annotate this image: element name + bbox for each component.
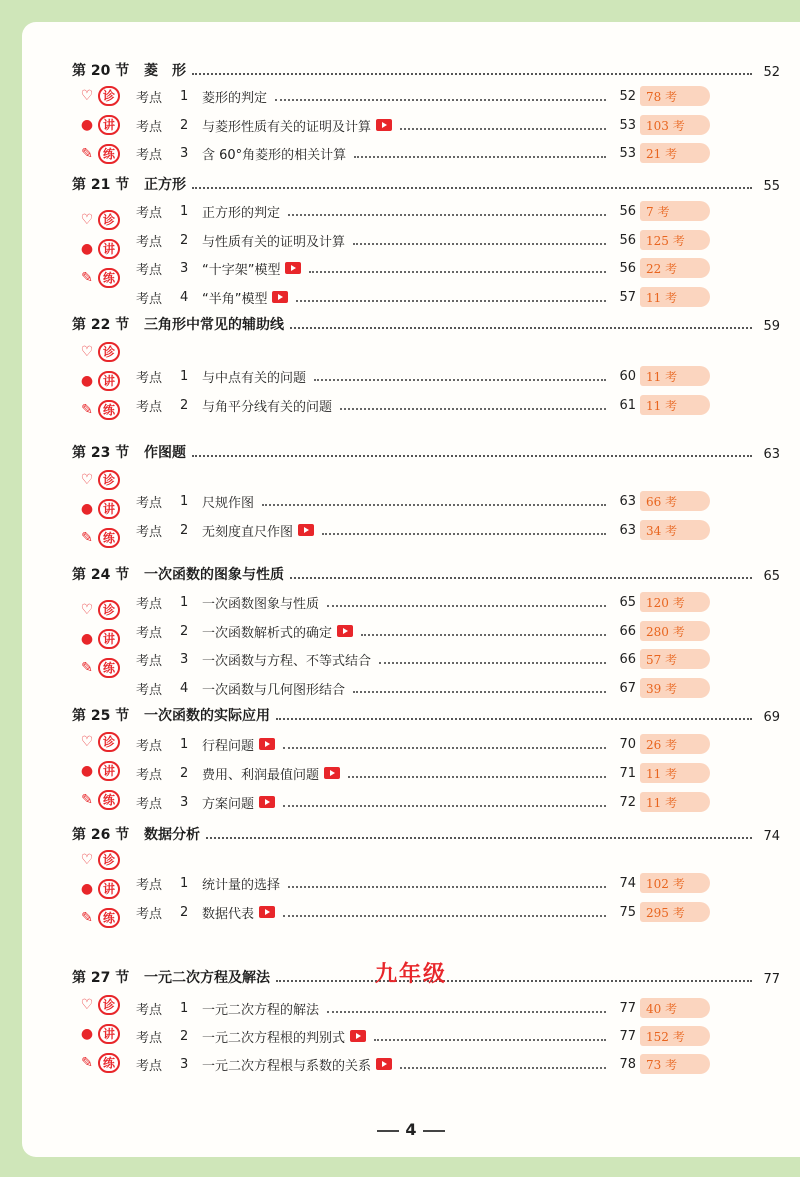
lecture-icon (76, 759, 138, 783)
icon-label: 练 (98, 400, 120, 420)
section-number: 第 21 节 (72, 177, 130, 193)
exam-point-label: 考点 (136, 625, 163, 641)
section-number: 第 25 节 (72, 708, 130, 724)
exam-point-page: 60 (619, 368, 636, 384)
exam-count-badge: 11 考 (640, 287, 710, 307)
exam-point-label: 考点 (136, 738, 163, 754)
section-header[interactable] (72, 310, 780, 334)
exam-point-title: 无刻度直尺作图 (202, 524, 294, 540)
leader-dots (353, 683, 606, 693)
diagnose-icon (76, 208, 138, 232)
exam-point-row[interactable] (136, 114, 636, 136)
exam-point-page: 66 (619, 651, 636, 667)
practice-symbol-icon: ✎ (81, 530, 93, 546)
exam-count-badge: 103 考 (640, 115, 710, 135)
exam-point-row[interactable] (136, 762, 636, 784)
exam-point-number: 2 (180, 232, 189, 248)
leader-dots (288, 878, 606, 888)
exam-point-label: 考点 (136, 796, 163, 812)
exam-count-badge: 66 考 (640, 491, 710, 511)
exam-point-number: 3 (180, 145, 189, 161)
exam-point-row[interactable] (136, 365, 636, 387)
lecture-symbol-icon: ● (80, 631, 94, 647)
exam-point-number: 2 (180, 904, 189, 920)
exam-count-badge: 280 考 (640, 621, 710, 641)
exam-point-row[interactable] (136, 257, 636, 279)
lecture-icon (76, 497, 138, 521)
icon-label: 诊 (98, 86, 120, 106)
exam-count-badge: 40 考 (640, 998, 710, 1018)
exam-point-row[interactable] (136, 901, 636, 923)
exam-point-label: 考点 (136, 291, 163, 307)
exam-point-label: 考点 (136, 653, 163, 669)
exam-point-row[interactable] (136, 229, 636, 251)
section-number: 第 26 节 (72, 827, 130, 843)
leader-dots (283, 739, 606, 749)
icon-label: 讲 (98, 115, 120, 135)
exam-count-badge: 78 考 (640, 86, 710, 106)
diagnose-symbol-icon: ♡ (80, 344, 94, 360)
leader-dots (296, 292, 606, 302)
leader-dots (192, 73, 752, 75)
exam-point-row[interactable] (136, 1025, 636, 1047)
exam-point-title: 方案问题 (202, 796, 255, 812)
exam-point-row[interactable] (136, 490, 636, 512)
practice-symbol-icon: ✎ (81, 1055, 93, 1071)
exam-point-title: 统计量的选择 (202, 877, 281, 893)
exam-count-badge: 102 考 (640, 873, 710, 893)
leader-dots (314, 371, 606, 381)
practice-symbol-icon: ✎ (81, 910, 93, 926)
practice-symbol-icon: ✎ (81, 402, 93, 418)
section-header[interactable] (72, 170, 780, 194)
icon-label: 练 (98, 1053, 120, 1073)
video-play-icon[interactable] (285, 262, 301, 274)
exam-count-badge: 22 考 (640, 258, 710, 278)
lecture-symbol-icon: ● (80, 881, 94, 897)
leader-dots (354, 148, 606, 158)
video-play-icon[interactable] (337, 625, 353, 637)
exam-point-page: 72 (619, 794, 636, 810)
exam-point-row[interactable] (136, 648, 636, 670)
section-title: 正方形 (144, 177, 186, 193)
exam-count-badge: 11 考 (640, 792, 710, 812)
lecture-icon (76, 113, 138, 137)
section-header[interactable] (72, 438, 780, 462)
icon-label: 讲 (98, 239, 120, 259)
section-title: 一次函数的实际应用 (144, 708, 270, 724)
exam-point-row[interactable] (136, 85, 636, 107)
section-number: 第 24 节 (72, 567, 130, 583)
icon-label: 诊 (98, 210, 120, 230)
grade-heading: 九年级 (374, 962, 447, 987)
exam-point-page: 56 (619, 232, 636, 248)
icon-label: 诊 (98, 470, 120, 490)
exam-point-number: 1 (180, 1000, 189, 1016)
exam-point-number: 2 (180, 623, 189, 639)
exam-point-label: 考点 (136, 1002, 163, 1018)
video-play-icon[interactable] (350, 1030, 366, 1042)
exam-point-row[interactable] (136, 394, 636, 416)
section-header[interactable] (72, 820, 780, 844)
lecture-symbol-icon: ● (80, 117, 94, 133)
page-footer (22, 1120, 800, 1139)
exam-point-label: 考点 (136, 767, 163, 783)
leader-dots (283, 797, 606, 807)
exam-point-number: 1 (180, 368, 189, 384)
exam-point-title: 一次函数图象与性质 (202, 596, 320, 612)
exam-point-row[interactable] (136, 677, 636, 699)
section-title: 一元二次方程及解法 (144, 970, 270, 986)
exam-point-page: 63 (619, 522, 636, 538)
leader-dots (192, 187, 752, 189)
exam-point-page: 52 (619, 88, 636, 104)
exam-point-title: “十字架”模型 (202, 262, 281, 278)
lecture-symbol-icon: ● (80, 763, 94, 779)
exam-point-row[interactable] (136, 1053, 636, 1075)
leader-dots (379, 654, 606, 664)
section-page-number: 52 (763, 65, 780, 80)
exam-point-page: 53 (619, 117, 636, 133)
exam-point-title: 数据代表 (202, 906, 255, 922)
exam-point-title: 一元二次方程根的判别式 (202, 1030, 346, 1046)
leader-dots (327, 1003, 606, 1013)
section-number: 第 20 节 (72, 63, 130, 79)
section-page-number: 77 (763, 972, 780, 987)
practice-icon (76, 142, 138, 166)
practice-icon (76, 526, 138, 550)
diagnose-icon (76, 340, 138, 364)
exam-point-number: 4 (180, 289, 189, 305)
section-title: 三角形中常见的辅助线 (144, 317, 284, 333)
video-play-icon[interactable] (298, 524, 314, 536)
diagnose-symbol-icon: ♡ (80, 88, 94, 104)
lecture-icon (76, 627, 138, 651)
leader-dots (309, 263, 606, 273)
section-header[interactable] (72, 56, 780, 80)
exam-point-row[interactable] (136, 791, 636, 813)
exam-count-badge: 21 考 (640, 143, 710, 163)
exam-point-label: 考点 (136, 147, 163, 163)
lecture-symbol-icon: ● (80, 501, 94, 517)
exam-point-title: 正方形的判定 (202, 205, 281, 221)
exam-point-label: 考点 (136, 596, 163, 612)
exam-point-row[interactable] (136, 591, 636, 613)
exam-point-label: 考点 (136, 399, 163, 415)
exam-point-page: 77 (619, 1028, 636, 1044)
exam-point-label: 考点 (136, 1030, 163, 1046)
practice-symbol-icon: ✎ (81, 270, 93, 286)
leader-dots (288, 206, 606, 216)
icon-label: 诊 (98, 600, 120, 620)
exam-point-row[interactable] (136, 872, 636, 894)
section-page-number: 74 (763, 829, 780, 844)
footer-dash-left (377, 1130, 399, 1132)
exam-point-number: 1 (180, 493, 189, 509)
icon-label: 讲 (98, 879, 120, 899)
exam-point-label: 考点 (136, 262, 163, 278)
exam-point-row[interactable] (136, 286, 636, 308)
icon-label: 练 (98, 144, 120, 164)
exam-point-label: 考点 (136, 682, 163, 698)
section-header[interactable] (72, 701, 780, 725)
exam-point-row[interactable] (136, 997, 636, 1019)
video-play-icon[interactable] (259, 738, 275, 750)
exam-point-number: 3 (180, 794, 189, 810)
exam-point-title: 一元二次方程的解法 (202, 1002, 320, 1018)
section-page-number: 55 (763, 179, 780, 194)
section-page-number: 63 (763, 447, 780, 462)
exam-point-number: 1 (180, 875, 189, 891)
exam-count-badge: 11 考 (640, 366, 710, 386)
section-number: 第 23 节 (72, 445, 130, 461)
diagnose-symbol-icon: ♡ (80, 472, 94, 488)
leader-dots (192, 455, 752, 457)
diagnose-symbol-icon: ♡ (80, 602, 94, 618)
exam-point-title: 与性质有关的证明及计算 (202, 234, 346, 250)
exam-point-page: 67 (619, 680, 636, 696)
exam-point-page: 77 (619, 1000, 636, 1016)
exam-point-number: 3 (180, 260, 189, 276)
exam-point-number: 1 (180, 594, 189, 610)
section-title: 菱 形 (144, 63, 186, 79)
video-play-icon[interactable] (376, 1058, 392, 1070)
exam-point-number: 2 (180, 1028, 189, 1044)
exam-point-label: 考点 (136, 370, 163, 386)
leader-dots (262, 496, 606, 506)
diagnose-symbol-icon: ♡ (80, 852, 94, 868)
video-play-icon[interactable] (259, 796, 275, 808)
exam-point-number: 2 (180, 522, 189, 538)
practice-symbol-icon: ✎ (81, 146, 93, 162)
exam-point-page: 56 (619, 203, 636, 219)
exam-point-page: 70 (619, 736, 636, 752)
leader-dots (290, 327, 752, 329)
practice-symbol-icon: ✎ (81, 660, 93, 676)
exam-point-title: “半角”模型 (202, 291, 268, 307)
exam-point-row[interactable] (136, 733, 636, 755)
exam-point-title: 与中点有关的问题 (202, 370, 307, 386)
page-number: 4 (405, 1120, 417, 1139)
exam-point-number: 3 (180, 1056, 189, 1072)
diagnose-icon (76, 598, 138, 622)
exam-point-title: 与菱形性质有关的证明及计算 (202, 119, 372, 135)
exam-point-number: 2 (180, 397, 189, 413)
icon-label: 练 (98, 908, 120, 928)
exam-count-badge: 120 考 (640, 592, 710, 612)
practice-icon (76, 906, 138, 930)
lecture-icon (76, 877, 138, 901)
exam-point-number: 1 (180, 203, 189, 219)
section-page-number: 59 (763, 319, 780, 334)
leader-dots (322, 525, 606, 535)
exam-point-number: 1 (180, 88, 189, 104)
exam-count-badge: 152 考 (640, 1026, 710, 1046)
section-number: 第 27 节 (72, 970, 130, 986)
diagnose-symbol-icon: ♡ (80, 212, 94, 228)
exam-point-page: 65 (619, 594, 636, 610)
leader-dots (283, 907, 606, 917)
icon-label: 诊 (98, 342, 120, 362)
exam-point-label: 考点 (136, 234, 163, 250)
exam-point-page: 74 (619, 875, 636, 891)
lecture-symbol-icon: ● (80, 373, 94, 389)
exam-point-page: 78 (619, 1056, 636, 1072)
exam-point-number: 4 (180, 680, 189, 696)
exam-point-title: 与角平分线有关的问题 (202, 399, 333, 415)
icon-label: 讲 (98, 629, 120, 649)
leader-dots (275, 91, 606, 101)
video-play-icon[interactable] (259, 906, 275, 918)
exam-point-number: 1 (180, 736, 189, 752)
icon-label: 练 (98, 658, 120, 678)
practice-icon (76, 398, 138, 422)
toc-page (22, 22, 800, 1157)
exam-count-badge: 57 考 (640, 649, 710, 669)
exam-point-title: 含 60°角菱形的相关计算 (202, 147, 347, 163)
exam-point-row[interactable] (136, 620, 636, 642)
exam-count-badge: 295 考 (640, 902, 710, 922)
exam-point-label: 考点 (136, 877, 163, 893)
icon-label: 练 (98, 790, 120, 810)
exam-point-title: 尺规作图 (202, 495, 255, 511)
leader-dots (327, 597, 606, 607)
practice-icon (76, 266, 138, 290)
exam-point-number: 2 (180, 765, 189, 781)
practice-icon (76, 1051, 138, 1075)
exam-point-label: 考点 (136, 119, 163, 135)
exam-point-label: 考点 (136, 1058, 163, 1074)
leader-dots (374, 1031, 606, 1041)
diagnose-icon (76, 730, 138, 754)
section-title: 作图题 (144, 445, 186, 461)
exam-point-page: 57 (619, 289, 636, 305)
section-page-number: 65 (763, 569, 780, 584)
practice-icon (76, 788, 138, 812)
icon-label: 讲 (98, 1024, 120, 1044)
footer-dash-right (423, 1130, 445, 1132)
exam-point-row[interactable] (136, 200, 636, 222)
practice-symbol-icon: ✎ (81, 792, 93, 808)
icon-label: 讲 (98, 371, 120, 391)
leader-dots (340, 400, 606, 410)
section-header[interactable] (72, 560, 780, 584)
exam-point-label: 考点 (136, 524, 163, 540)
exam-point-title: 费用、利润最值问题 (202, 767, 320, 783)
icon-label: 讲 (98, 761, 120, 781)
exam-point-label: 考点 (136, 906, 163, 922)
diagnose-icon (76, 84, 138, 108)
leader-dots (348, 768, 606, 778)
leader-dots (400, 120, 606, 130)
section-title: 一次函数的图象与性质 (144, 567, 284, 583)
exam-point-row[interactable] (136, 142, 636, 164)
exam-point-number: 3 (180, 651, 189, 667)
exam-point-page: 63 (619, 493, 636, 509)
diagnose-icon (76, 468, 138, 492)
lecture-symbol-icon: ● (80, 1026, 94, 1042)
video-play-icon[interactable] (376, 119, 392, 131)
exam-point-page: 66 (619, 623, 636, 639)
exam-point-title: 一次函数解析式的确定 (202, 625, 333, 641)
lecture-icon (76, 369, 138, 393)
leader-dots (276, 718, 752, 720)
exam-point-title: 一元二次方程根与系数的关系 (202, 1058, 372, 1074)
section-number: 第 22 节 (72, 317, 130, 333)
exam-point-row[interactable] (136, 519, 636, 541)
diagnose-icon (76, 993, 138, 1017)
exam-point-page: 56 (619, 260, 636, 276)
leader-dots (353, 235, 606, 245)
exam-point-page: 71 (619, 765, 636, 781)
exam-count-badge: 73 考 (640, 1054, 710, 1074)
exam-count-badge: 7 考 (640, 201, 710, 221)
exam-count-badge: 39 考 (640, 678, 710, 698)
exam-point-label: 考点 (136, 205, 163, 221)
exam-count-badge: 11 考 (640, 395, 710, 415)
exam-point-label: 考点 (136, 90, 163, 106)
icon-label: 练 (98, 528, 120, 548)
exam-point-page: 53 (619, 145, 636, 161)
exam-point-label: 考点 (136, 495, 163, 511)
leader-dots (206, 837, 752, 839)
video-play-icon[interactable] (324, 767, 340, 779)
lecture-symbol-icon: ● (80, 241, 94, 257)
icon-label: 诊 (98, 850, 120, 870)
leader-dots (400, 1059, 606, 1069)
section-page-number: 69 (763, 710, 780, 725)
leader-dots (290, 577, 752, 579)
icon-label: 诊 (98, 732, 120, 752)
icon-label: 诊 (98, 995, 120, 1015)
diagnose-icon (76, 848, 138, 872)
video-play-icon[interactable] (272, 291, 288, 303)
icon-label: 讲 (98, 499, 120, 519)
diagnose-symbol-icon: ♡ (80, 997, 94, 1013)
exam-count-badge: 11 考 (640, 763, 710, 783)
exam-point-title: 一次函数与方程、不等式结合 (202, 653, 372, 669)
exam-point-number: 2 (180, 117, 189, 133)
exam-point-title: 菱形的判定 (202, 90, 268, 106)
exam-count-badge: 26 考 (640, 734, 710, 754)
icon-label: 练 (98, 268, 120, 288)
lecture-icon (76, 1022, 138, 1046)
exam-count-badge: 125 考 (640, 230, 710, 250)
exam-point-page: 61 (619, 397, 636, 413)
section-title: 数据分析 (144, 827, 200, 843)
exam-point-title: 行程问题 (202, 738, 255, 754)
leader-dots (361, 626, 606, 636)
exam-point-page: 75 (619, 904, 636, 920)
exam-point-title: 一次函数与几何图形结合 (202, 682, 346, 698)
lecture-icon (76, 237, 138, 261)
exam-count-badge: 34 考 (640, 520, 710, 540)
practice-icon (76, 656, 138, 680)
diagnose-symbol-icon: ♡ (80, 734, 94, 750)
